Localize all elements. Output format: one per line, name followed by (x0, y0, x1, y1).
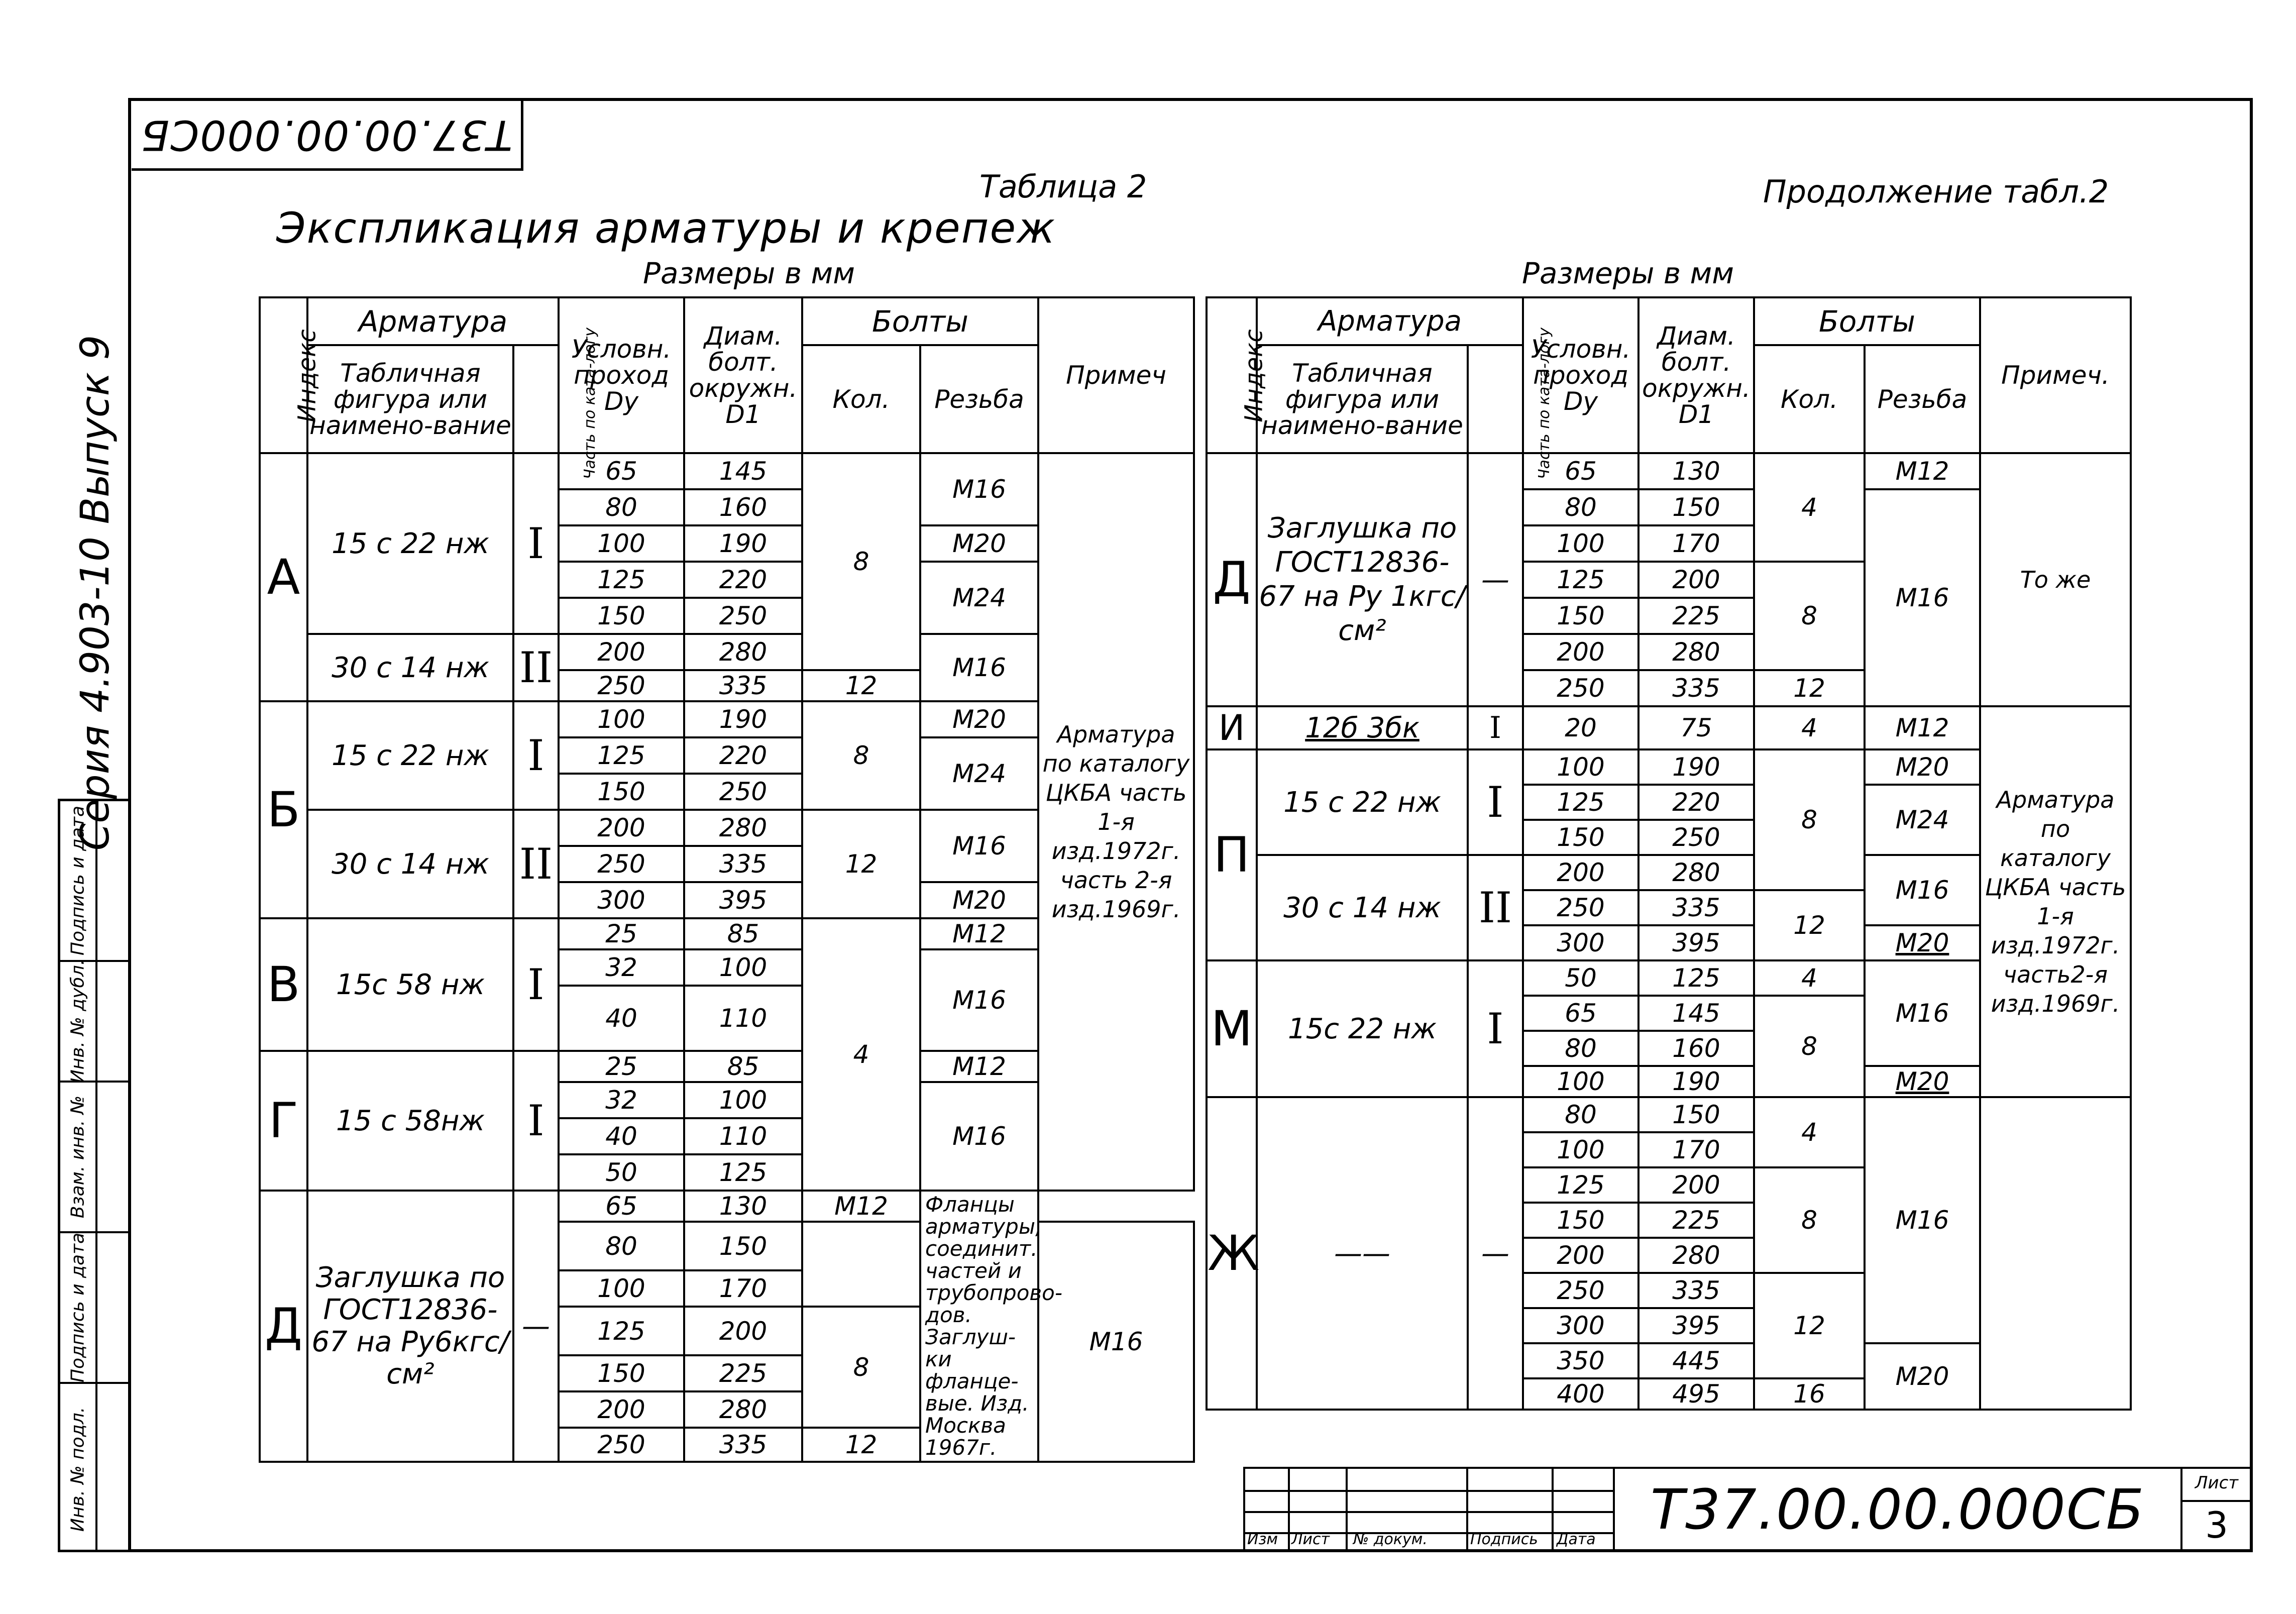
left-du-cell: 50 (559, 1154, 684, 1191)
right-kol-cell: 4 (1754, 453, 1865, 562)
left-index-B: Б (260, 701, 307, 918)
right-d1-cell: 280 (1638, 855, 1754, 890)
right-d1-cell: 145 (1638, 996, 1754, 1031)
table-row (260, 453, 1194, 489)
right-thread-cell: М20 (1865, 1343, 1980, 1410)
side-label-vzam: Взам. инв. № (67, 1095, 88, 1219)
left-thread-cell: М16 (920, 453, 1038, 525)
left-du-cell: 25 (559, 1051, 684, 1082)
tb-col-line (1552, 1469, 1554, 1550)
right-d1-cell: 220 (1638, 785, 1754, 820)
left-du-cell: 150 (559, 774, 684, 810)
left-d1-cell: 335 (684, 1428, 802, 1462)
right-d1-cell: 190 (1638, 749, 1754, 785)
right-kol-cell: 8 (1754, 1167, 1865, 1273)
left-du-cell: 300 (559, 882, 684, 918)
right-du-cell: 300 (1523, 1308, 1638, 1343)
left-d1-cell: 200 (684, 1307, 802, 1355)
title-block-revision-grid (1243, 1467, 1615, 1552)
left-du-cell: 65 (559, 1191, 684, 1222)
left-header-armatura: Арматура (307, 297, 559, 345)
units-right: Размеры в мм (1522, 256, 1734, 290)
right-thread-cell: М16 (1865, 1097, 1980, 1343)
left-figure-V: 15с 58 нж (307, 918, 513, 1051)
right-part-Zh: — (1468, 1097, 1523, 1410)
tb-label-izm: Изм (1247, 1531, 1278, 1548)
side-cell-inv-podl (60, 1384, 128, 1555)
right-du-cell: 65 (1523, 996, 1638, 1031)
right-part-P1: I (1468, 749, 1523, 855)
right-kol-cell: 8 (1754, 749, 1865, 890)
sheet-divider (2182, 1500, 2251, 1502)
left-thread-cell: М12 (802, 1191, 920, 1222)
right-thread-cell: М16 (1865, 489, 1980, 706)
sheet-number-box (2182, 1467, 2253, 1552)
side-label-inv-dubl: Инв. № дубл. (67, 959, 88, 1084)
right-du-cell: 80 (1523, 1031, 1638, 1066)
right-du-cell: 50 (1523, 960, 1638, 996)
left-d1-cell: 220 (684, 737, 802, 774)
right-du-cell: 250 (1523, 1273, 1638, 1308)
right-kol-cell: 16 (1754, 1378, 1865, 1410)
left-du-cell: 32 (559, 1082, 684, 1118)
left-d1-cell: 100 (684, 949, 802, 986)
right-thread-cell: М12 (1865, 706, 1980, 749)
right-part-D: — (1468, 453, 1523, 706)
left-thread-cell: М20 (920, 525, 1038, 562)
tb-label-list: Лист (1291, 1531, 1330, 1548)
right-d1-cell: 150 (1638, 489, 1754, 525)
tb-row-line (1245, 1511, 1613, 1513)
right-thread-cell: М16 (1865, 855, 1980, 925)
left-thread-cell: М24 (920, 737, 1038, 810)
left-d1-cell: 190 (684, 701, 802, 737)
left-du-cell: 40 (559, 986, 684, 1051)
title-block (1243, 1467, 2253, 1552)
right-index-P: П (1207, 749, 1257, 960)
right-du-cell: 100 (1523, 1132, 1638, 1167)
right-figure-P2: 30 с 14 нж (1257, 855, 1468, 960)
right-header-armatura: Арматура (1257, 297, 1523, 345)
left-index-V: В (260, 918, 307, 1051)
right-du-cell: 65 (1523, 453, 1638, 489)
right-d1-cell: 495 (1638, 1378, 1754, 1410)
left-d1-cell: 150 (684, 1222, 802, 1270)
left-d1-cell: 280 (684, 810, 802, 846)
left-part-A1: I (513, 453, 559, 634)
left-d1-cell: 250 (684, 598, 802, 634)
left-header-diam: Диам. болт. окружн. D1 (684, 297, 802, 453)
stamp-code: Т37.00.00.000СБ (140, 111, 513, 158)
right-d1-cell: 250 (1638, 820, 1754, 855)
right-header-row-1 (1207, 297, 2131, 345)
right-du-cell: 150 (1523, 1203, 1638, 1238)
right-note-empty (1980, 1097, 2131, 1410)
left-header-bolts: Болты (802, 297, 1038, 345)
left-part-D: — (513, 1191, 559, 1462)
right-d1-cell: 445 (1638, 1343, 1754, 1378)
left-d1-cell: 145 (684, 453, 802, 489)
left-header-part: Часть по ката-логу (513, 345, 559, 453)
right-d1-cell: 75 (1638, 706, 1754, 749)
table-row (1207, 453, 2131, 489)
right-du-cell: 300 (1523, 925, 1638, 960)
right-kol-cell: 4 (1754, 960, 1865, 996)
side-cell-sign1 (60, 1233, 128, 1384)
left-thread-cell: М12 (920, 918, 1038, 949)
right-d1-cell: 130 (1638, 453, 1754, 489)
right-thread-cell: М20 (1865, 749, 1980, 785)
tb-col-line (1346, 1469, 1348, 1550)
left-part-B1: I (513, 701, 559, 810)
sheet-number: 3 (2205, 1504, 2228, 1546)
side-cell-vzam (60, 1083, 128, 1233)
right-part-I: I (1468, 706, 1523, 749)
right-d1-cell: 335 (1638, 670, 1754, 706)
right-du-cell: 125 (1523, 1167, 1638, 1203)
left-kol-cell: 4 (802, 918, 920, 1191)
left-figure-D: Заглушка по ГОСТ12836-67 на Ру6кгс/см² (307, 1191, 513, 1462)
left-header-du: Условн. проход Dу (559, 297, 684, 453)
right-thread-cell: М20 (1865, 925, 1980, 960)
left-thread-cell: М16 (920, 1082, 1038, 1191)
right-d1-cell: 280 (1638, 634, 1754, 670)
right-d1-cell: 335 (1638, 1273, 1754, 1308)
table-continuation-label: Продолжение табл.2 (1763, 173, 2109, 210)
left-header-kol: Кол. (802, 345, 920, 453)
left-du-cell: 40 (559, 1118, 684, 1154)
tb-label-sign: Подпись (1470, 1531, 1538, 1548)
left-du-cell: 150 (559, 598, 684, 634)
left-note-2: Фланцы арматуры, соединит. частей и трубопрово-дов. Заглуш-ки фланце-вые. Изд. Москва 1967г. (920, 1191, 1038, 1462)
left-kol-cell: 8 (802, 453, 920, 670)
left-d1-cell: 280 (684, 1391, 802, 1428)
right-header-bolts: Болты (1754, 297, 1980, 345)
left-thread-cell: М20 (920, 882, 1038, 918)
left-thread-cell: М16 (920, 949, 1038, 1051)
document-code: Т37.00.00.000СБ (1615, 1467, 2182, 1552)
left-header-index: Индекс (260, 297, 307, 453)
left-d1-cell: 335 (684, 670, 802, 701)
left-figure-A1: 15 с 22 нж (307, 453, 513, 634)
right-kol-cell: 4 (1754, 1097, 1865, 1167)
left-part-A2: II (513, 634, 559, 701)
left-kol-cell (802, 1222, 920, 1307)
right-header-note: Примеч. (1980, 297, 2131, 453)
side-cell-inv-dubl (60, 959, 128, 1084)
right-figure-M: 15с 22 нж (1257, 960, 1468, 1097)
right-du-cell: 125 (1523, 785, 1638, 820)
right-du-cell: 250 (1523, 670, 1638, 706)
right-header-index: Индекс (1207, 297, 1257, 453)
right-d1-cell: 190 (1638, 1066, 1754, 1097)
right-du-cell: 150 (1523, 598, 1638, 634)
left-header-figure: Табличная фигура или наимено-вание (307, 345, 513, 453)
right-note-2: Арматура по каталогу ЦКБА часть 1-я изд.1972г. часть2-я изд.1969г. (1980, 706, 2131, 1097)
units-left: Размеры в мм (643, 256, 855, 290)
left-d1-cell: 125 (684, 1154, 802, 1191)
right-du-cell: 200 (1523, 855, 1638, 890)
left-du-cell: 65 (559, 453, 684, 489)
left-figure-A2: 30 с 14 нж (307, 634, 513, 701)
left-du-cell: 100 (559, 525, 684, 562)
right-header-figure: Табличная фигура или наимено-вание (1257, 345, 1468, 453)
tb-label-doc: № докум. (1353, 1531, 1428, 1548)
left-part-B2: II (513, 810, 559, 918)
right-d1-cell: 280 (1638, 1238, 1754, 1273)
side-label-sign2: Подпись и дата (67, 805, 88, 956)
left-thread-cell: М16 (920, 634, 1038, 701)
tb-label-date: Дата (1557, 1531, 1596, 1548)
right-d1-cell: 225 (1638, 598, 1754, 634)
right-d1-cell: 160 (1638, 1031, 1754, 1066)
right-header-kol: Кол. (1754, 345, 1865, 453)
left-thread-cell: М16 (1038, 1222, 1194, 1462)
right-du-cell: 200 (1523, 634, 1638, 670)
right-d1-cell: 200 (1638, 562, 1754, 598)
left-header-thread: Резьба (920, 345, 1038, 453)
right-du-cell: 20 (1523, 706, 1638, 749)
right-figure-Zh: —— (1257, 1097, 1468, 1410)
series-label: Серия 4.903-10 Выпуск 9 (73, 335, 118, 851)
left-kol-cell: 12 (802, 1428, 920, 1462)
left-index-G: Г (260, 1051, 307, 1191)
left-d1-cell: 190 (684, 525, 802, 562)
left-du-cell: 200 (559, 634, 684, 670)
right-kol-cell: 12 (1754, 1273, 1865, 1378)
left-du-cell: 125 (559, 737, 684, 774)
left-du-cell: 80 (559, 489, 684, 525)
left-kol-cell: 12 (802, 810, 920, 918)
left-d1-cell: 100 (684, 1082, 802, 1118)
right-du-cell: 100 (1523, 525, 1638, 562)
left-du-cell: 25 (559, 918, 684, 949)
tb-col-line (1466, 1469, 1468, 1550)
left-header-note: Примеч (1038, 297, 1194, 453)
right-kol-cell: 12 (1754, 670, 1865, 706)
right-thread-cell: М12 (1865, 453, 1980, 489)
left-d1-cell: 335 (684, 846, 802, 882)
sheet-label: Лист (2195, 1473, 2239, 1493)
left-figure-B2: 30 с 14 нж (307, 810, 513, 918)
right-index-M: М (1207, 960, 1257, 1097)
right-thread-cell: М20 (1865, 1066, 1980, 1097)
right-kol-cell: 8 (1754, 996, 1865, 1097)
table-row (1207, 1097, 2131, 1132)
right-du-cell: 250 (1523, 890, 1638, 925)
left-du-cell: 150 (559, 1355, 684, 1391)
right-header-part: Часть по ката-логу (1468, 345, 1523, 453)
right-du-cell: 100 (1523, 1066, 1638, 1097)
left-du-cell: 250 (559, 670, 684, 701)
left-kol-cell: 8 (802, 701, 920, 810)
left-d1-cell: 110 (684, 1118, 802, 1154)
side-cell-sign2 (60, 801, 128, 962)
right-d1-cell: 200 (1638, 1167, 1754, 1203)
left-d1-cell: 85 (684, 1051, 802, 1082)
right-du-cell: 150 (1523, 820, 1638, 855)
right-du-cell: 125 (1523, 562, 1638, 598)
right-du-cell: 400 (1523, 1378, 1638, 1410)
right-header-thread: Резьба (1865, 345, 1980, 453)
right-index-I: И (1207, 706, 1257, 749)
tb-row-line (1245, 1490, 1613, 1492)
left-d1-cell: 220 (684, 562, 802, 598)
left-du-cell: 200 (559, 1391, 684, 1428)
right-header-du: Условн. проход Dу (1523, 297, 1638, 453)
left-d1-cell: 225 (684, 1355, 802, 1391)
top-left-stamp (132, 100, 523, 171)
right-part-P2: II (1468, 855, 1523, 960)
right-kol-cell: 4 (1754, 706, 1865, 749)
right-index-Zh: Ж (1207, 1097, 1257, 1410)
left-index-A: А (260, 453, 307, 701)
left-d1-cell: 250 (684, 774, 802, 810)
left-part-V: I (513, 918, 559, 1051)
right-du-cell: 80 (1523, 1097, 1638, 1132)
left-du-cell: 100 (559, 701, 684, 737)
right-d1-cell: 125 (1638, 960, 1754, 996)
side-approval-strip (58, 799, 128, 1552)
right-d1-cell: 395 (1638, 925, 1754, 960)
left-du-cell: 250 (559, 1428, 684, 1462)
left-du-cell: 32 (559, 949, 684, 986)
side-label-sign1: Подпись и дата (67, 1232, 88, 1383)
left-index-D: Д (260, 1191, 307, 1462)
left-figure-G: 15 с 58нж (307, 1051, 513, 1191)
right-header-diam: Диам. болт. окружн. D1 (1638, 297, 1754, 453)
left-du-cell: 100 (559, 1270, 684, 1307)
left-du-cell: 125 (559, 562, 684, 598)
left-thread-cell: М24 (920, 562, 1038, 634)
table-row (260, 1191, 1194, 1222)
left-du-cell: 200 (559, 810, 684, 846)
left-d1-cell: 280 (684, 634, 802, 670)
right-du-cell: 350 (1523, 1343, 1638, 1378)
right-figure-I: 12б 3бк (1257, 706, 1468, 749)
right-figure-P1: 15 с 22 нж (1257, 749, 1468, 855)
left-kol-cell: 8 (802, 1307, 920, 1428)
right-d1-cell: 150 (1638, 1097, 1754, 1132)
table-row (1207, 706, 2131, 749)
right-thread-cell: М24 (1865, 785, 1980, 855)
tb-col-line (1288, 1469, 1290, 1550)
right-thread-cell: М16 (1865, 960, 1980, 1066)
right-note-1: То же (1980, 453, 2131, 706)
right-kol-cell: 8 (1754, 562, 1865, 670)
right-d1-cell: 170 (1638, 1132, 1754, 1167)
right-du-cell: 80 (1523, 489, 1638, 525)
right-du-cell: 200 (1523, 1238, 1638, 1273)
left-du-cell: 80 (559, 1222, 684, 1270)
left-du-cell: 125 (559, 1307, 684, 1355)
left-thread-cell: М16 (920, 810, 1038, 882)
right-figure-D: Заглушка по ГОСТ12836-67 на Ру 1кгс/см² (1257, 453, 1468, 706)
table-label: Таблица 2 (979, 168, 1147, 205)
right-d1-cell: 335 (1638, 890, 1754, 925)
left-d1-cell: 85 (684, 918, 802, 949)
right-d1-cell: 170 (1638, 525, 1754, 562)
left-fittings-table (259, 296, 1195, 1463)
left-d1-cell: 160 (684, 489, 802, 525)
right-du-cell: 100 (1523, 749, 1638, 785)
right-kol-cell: 12 (1754, 890, 1865, 960)
left-du-cell: 250 (559, 846, 684, 882)
right-d1-cell: 225 (1638, 1203, 1754, 1238)
left-d1-cell: 395 (684, 882, 802, 918)
left-part-G: I (513, 1051, 559, 1191)
left-thread-cell: М12 (920, 1051, 1038, 1082)
left-d1-cell: 130 (684, 1191, 802, 1222)
left-figure-B1: 15 с 22 нж (307, 701, 513, 810)
left-note-1: Арматура по каталогу ЦКБА часть 1-я изд.1972г. часть 2-я изд.1969г. (1038, 453, 1194, 1191)
right-part-M: I (1468, 960, 1523, 1097)
left-d1-cell: 170 (684, 1270, 802, 1307)
right-index-D: Д (1207, 453, 1257, 706)
document-title: Экспликация арматуры и крепеж (276, 203, 1056, 253)
left-d1-cell: 110 (684, 986, 802, 1051)
right-fittings-table (1206, 296, 2132, 1411)
left-thread-cell: М20 (920, 701, 1038, 737)
left-header-row-1 (260, 297, 1194, 345)
right-d1-cell: 395 (1638, 1308, 1754, 1343)
left-kol-cell: 12 (802, 670, 920, 701)
side-label-inv-podl: Инв. № подл. (67, 1407, 88, 1532)
